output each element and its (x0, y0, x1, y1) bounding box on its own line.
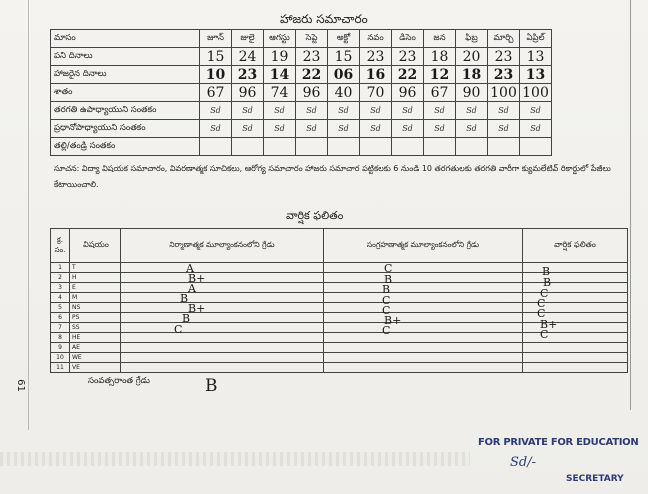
subject-cell: NS (70, 303, 121, 313)
row-number: 6 (51, 313, 70, 323)
signature-cell: Sd (392, 120, 424, 138)
value-cell: 96 (392, 84, 424, 102)
annual-grade: B+ (540, 318, 558, 331)
row-number: 7 (51, 323, 70, 333)
value-cell: 24 (232, 48, 264, 66)
signature-cell: Sd (360, 102, 392, 120)
signature-cell (520, 138, 552, 156)
value-cell: 23 (296, 48, 328, 66)
value-cell: 100 (488, 84, 520, 102)
signature-cell: Sd (328, 120, 360, 138)
row-number: 11 (51, 363, 70, 373)
signature-cell (296, 138, 328, 156)
signature-cell: Sd (264, 102, 296, 120)
value-cell: 13 (520, 66, 552, 84)
signature-cell (488, 138, 520, 156)
subject-cell: WE (70, 353, 121, 363)
summative-grade: B+ (384, 314, 402, 327)
signature-cell (232, 138, 264, 156)
subject-cell: H (70, 273, 121, 283)
value-cell: 10 (200, 66, 232, 84)
summative-grade: B (382, 283, 391, 296)
value-cell: 96 (232, 84, 264, 102)
year-end-grade-value: B (205, 376, 218, 396)
signature-cell: Sd (456, 102, 488, 120)
table-row (51, 343, 628, 353)
subject-cell: SS (70, 323, 121, 333)
signature-cell (456, 138, 488, 156)
summative-header: సంగ్రహణాత్మక మూల్యాంకనంలోని గ్రేడు (324, 229, 523, 263)
year-end-grade-label: సంవత్సరాంత గ్రేడు (88, 376, 150, 386)
row-number: 2 (51, 273, 70, 283)
month-cell: ఆగస్టు (264, 30, 296, 48)
attendance-header-row (51, 30, 552, 48)
month-cell: జూన్ (200, 30, 232, 48)
month-cell: మార్చి (488, 30, 520, 48)
value-cell: 23 (232, 66, 264, 84)
annual-grade: C (537, 297, 546, 310)
summative-grade: C (384, 262, 393, 275)
attended-days-row (51, 66, 552, 84)
scan-noise (0, 452, 470, 466)
signature-cell: Sd (360, 120, 392, 138)
value-cell: 74 (264, 84, 296, 102)
row-label: ప్రధానోపాధ్యాయుని సంతకం (51, 120, 200, 138)
value-cell: 70 (360, 84, 392, 102)
month-header: మాసం (51, 30, 200, 48)
page-fold-line (28, 0, 29, 430)
month-cell: జన (424, 30, 456, 48)
month-cell: జులై (232, 30, 264, 48)
stamp-signature: Sd/- (510, 455, 536, 470)
annual-grade: B (543, 276, 552, 289)
table-row (51, 273, 628, 283)
signature-cell: Sd (264, 120, 296, 138)
signature-cell (200, 138, 232, 156)
value-cell: 67 (424, 84, 456, 102)
value-cell: 40 (328, 84, 360, 102)
value-cell: 15 (200, 48, 232, 66)
row-label: తరగతి ఉపాధ్యాయుని సంతకం (51, 102, 200, 120)
subject-header: విషయం (70, 229, 121, 263)
value-cell: 23 (488, 66, 520, 84)
subject-cell: HE (70, 333, 121, 343)
annual-grade: B (542, 265, 551, 278)
subject-cell: E (70, 283, 121, 293)
signature-cell: Sd (424, 120, 456, 138)
signature-cell (424, 138, 456, 156)
formative-grade: B+ (188, 272, 206, 285)
value-cell: 16 (360, 66, 392, 84)
value-cell: 100 (520, 84, 552, 102)
signature-cell: Sd (456, 120, 488, 138)
row-label: తల్లి/తండ్రి సంతకం (51, 138, 200, 156)
annual-grade: C (540, 287, 549, 300)
row-number: 5 (51, 303, 70, 313)
value-cell: 67 (200, 84, 232, 102)
summative-grade: C (382, 304, 391, 317)
headmaster-signature-row (51, 120, 552, 138)
signature-cell (264, 138, 296, 156)
table-row (51, 353, 628, 363)
row-number: 10 (51, 353, 70, 363)
signature-cell: Sd (392, 102, 424, 120)
right-margin-line (630, 0, 631, 410)
instruction-note: సూచన: విద్యా విషయక సమాచారం, వివరణాత్మక సూచికలు, ఆరోగ్య సమాచారం హాజరు సమాచార పట్టికలకు 6 నుండి 10 తరగతులకు తరగతి వారీగా క్యుమలేటివ్ రికార్డులో పేజీలు కేటాయించాలి. (54, 164, 611, 189)
row-number: 1 (51, 263, 70, 273)
subject-cell: AE (70, 343, 121, 353)
result-header-row (51, 229, 628, 263)
month-cell: అక్టో (328, 30, 360, 48)
signature-cell: Sd (200, 120, 232, 138)
signature-cell: Sd (232, 102, 264, 120)
signature-cell: Sd (296, 102, 328, 120)
value-cell: 90 (456, 84, 488, 102)
row-number: 4 (51, 293, 70, 303)
signature-cell: Sd (232, 120, 264, 138)
month-cell: సెప్టె (296, 30, 328, 48)
summative-grade: C (382, 294, 391, 307)
signature-cell: Sd (200, 102, 232, 120)
row-label: హాజరైన దినాలు (51, 66, 200, 84)
signature-cell: Sd (520, 102, 552, 120)
subject-cell: M (70, 293, 121, 303)
signature-cell: Sd (328, 102, 360, 120)
summative-grade: B (384, 273, 393, 286)
value-cell: 15 (328, 48, 360, 66)
value-cell: 96 (296, 84, 328, 102)
month-cell: డిసెం (392, 30, 424, 48)
annual-grade: C (540, 328, 549, 341)
value-cell: 23 (392, 48, 424, 66)
value-cell: 19 (264, 48, 296, 66)
table-row (51, 363, 628, 373)
stamp-title: SECRETARY (566, 474, 624, 484)
formative-grade: B (182, 312, 191, 325)
row-number: 9 (51, 343, 70, 353)
value-cell: 12 (424, 66, 456, 84)
formative-grade: A (186, 262, 194, 275)
stamp-org: FOR PRIVATE FOR EDUCATION (478, 437, 639, 448)
attendance-title: హాజరు సమాచారం (280, 12, 368, 26)
value-cell: 18 (424, 48, 456, 66)
value-cell: 20 (456, 48, 488, 66)
row-label: శాతం (51, 84, 200, 102)
class-teacher-signature-row (51, 102, 552, 120)
value-cell: 22 (392, 66, 424, 84)
month-cell: నవం (360, 30, 392, 48)
subject-cell: T (70, 263, 121, 273)
formative-grade: B (180, 292, 189, 305)
signature-cell: Sd (520, 120, 552, 138)
value-cell: 23 (360, 48, 392, 66)
signature-cell: Sd (424, 102, 456, 120)
sno-header: క్ర. సం. (51, 229, 70, 263)
subject-cell: VE (70, 363, 121, 373)
formative-header: నిర్మాణాత్మక మూల్యాంకనంలోని గ్రేడు (121, 229, 324, 263)
row-number: 3 (51, 283, 70, 293)
summative-grade: C (382, 324, 391, 337)
parent-signature-row (51, 138, 552, 156)
formative-grade: C (174, 323, 183, 336)
formative-grade: B+ (188, 302, 206, 315)
signature-cell: Sd (296, 120, 328, 138)
value-cell: 13 (520, 48, 552, 66)
value-cell: 06 (328, 66, 360, 84)
value-cell: 18 (456, 66, 488, 84)
working-days-row (51, 48, 552, 66)
row-number: 8 (51, 333, 70, 343)
annual-grade: C (537, 307, 546, 320)
annual-result-title: వార్షిక ఫలితం (286, 209, 344, 222)
percentage-row (51, 84, 552, 102)
subject-cell: PS (70, 313, 121, 323)
signature-cell (328, 138, 360, 156)
annual-header: వార్షిక ఫలితం (523, 229, 628, 263)
value-cell: 14 (264, 66, 296, 84)
month-cell: ఫిబ్ర (456, 30, 488, 48)
value-cell: 22 (296, 66, 328, 84)
signature-cell: Sd (488, 120, 520, 138)
signature-cell (392, 138, 424, 156)
row-label: పని దినాలు (51, 48, 200, 66)
signature-cell (360, 138, 392, 156)
page-number: 61 (14, 379, 26, 392)
table-row (51, 263, 628, 273)
formative-grade: A (188, 282, 196, 295)
attendance-table (50, 29, 552, 156)
value-cell: 23 (488, 48, 520, 66)
month-cell: ఏప్రిల్ (520, 30, 552, 48)
signature-cell: Sd (488, 102, 520, 120)
